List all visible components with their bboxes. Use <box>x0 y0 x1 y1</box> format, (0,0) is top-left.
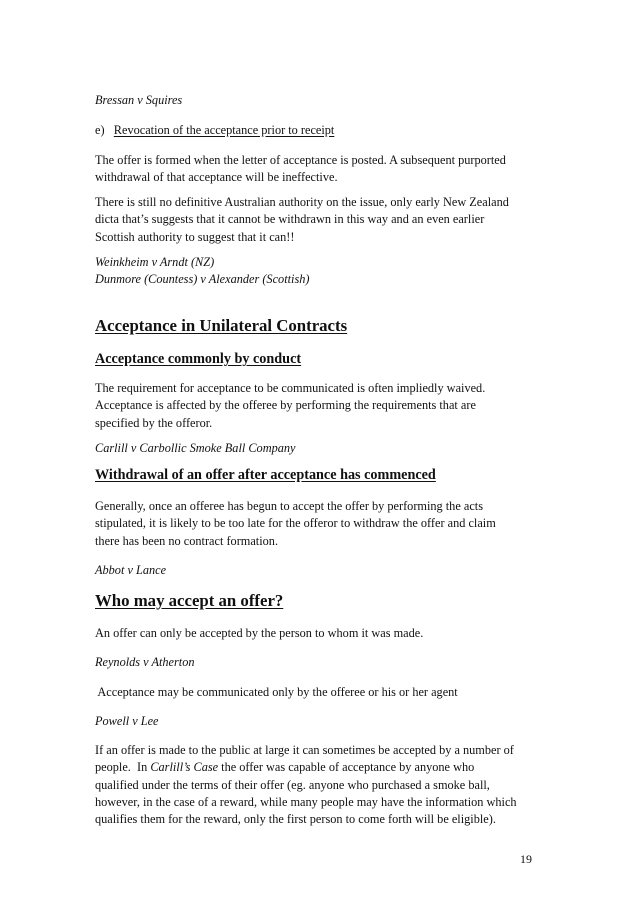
case-citation <box>95 92 545 109</box>
text-run: people. In <box>95 760 151 775</box>
heading-unilateral: Acceptance in Unilateral Contracts <box>95 316 348 335</box>
case-citation <box>95 654 545 671</box>
paragraph-withdrawal <box>95 498 545 550</box>
case-bressan: Bressan v Squires <box>95 93 183 107</box>
paragraph-who <box>95 625 545 642</box>
heading-conduct: Acceptance commonly by conduct <box>95 351 302 367</box>
text-line <box>95 759 545 776</box>
case-carlill: Carlill v Carbollic Smoke Ball Company <box>95 441 296 455</box>
text-line: Acceptance may be communicated only by the offeree or his or her agent <box>95 685 458 699</box>
paragraph-agent <box>95 684 545 701</box>
text-line: stipulated, it is likely to be too late for the offeror to withdraw the offer and claim <box>95 516 496 531</box>
item-heading: Revocation of the acceptance prior to receipt <box>113 123 335 137</box>
text-line: Scottish authority to suggest that it can!! <box>95 229 295 244</box>
page-number: 19 <box>520 852 532 866</box>
case-reynolds: Reynolds v Atherton <box>95 655 195 669</box>
case-powell: Powell v Lee <box>95 714 159 728</box>
text-line: qualifies them for the reward, only the first person to come forth will be eligible). <box>95 812 496 827</box>
text-line: An offer can only be accepted by the person to whom it was made. <box>95 626 424 640</box>
subsection-heading <box>95 466 545 484</box>
paragraph-public <box>95 742 545 828</box>
heading-who: Who may accept an offer? <box>95 591 284 610</box>
text-run: the offer was capable of acceptance by anyone who <box>218 760 475 775</box>
paragraph-authority <box>95 194 545 246</box>
text-line: The requirement for acceptance to be communicated is often impliedly waived. <box>95 381 486 395</box>
case-citation <box>95 562 545 579</box>
case-abbot: Abbot v Lance <box>95 563 167 577</box>
text-line: If an offer is made to the public at large it can sometimes be accepted by a number of <box>95 743 514 757</box>
text-line: There is still no definitive Australian authority on the issue, only early New Zealand <box>95 195 509 209</box>
text-line: Acceptance is affected by the offeree by performing the requirements that are <box>95 398 476 413</box>
text-line: Generally, once an offeree has begun to accept the offer by performing the acts <box>95 499 483 513</box>
case-citations <box>95 254 545 289</box>
text-line: withdrawal of that acceptance will be ineffective. <box>95 170 338 185</box>
text-line: however, in the case of a reward, while many people may have the information which <box>95 794 517 809</box>
case-citation <box>95 713 545 730</box>
text-line: dicta that’s suggests that it cannot be withdrawn in this way and an even earlier <box>95 212 485 227</box>
text-line: The offer is formed when the letter of acceptance is posted. A subsequent purported <box>95 153 506 167</box>
text-line: qualified under the terms of their offer (eg. anyone who purchased a smoke ball, <box>95 777 490 792</box>
case-weinkheim: Weinkheim v Arndt (NZ) <box>95 255 215 269</box>
section-heading <box>95 591 545 611</box>
case-reference: Carlill’s Case <box>150 760 219 775</box>
text-line: there has been no contract formation. <box>95 533 279 548</box>
subsection-heading <box>95 350 545 368</box>
text-line: specified by the offeror. <box>95 415 213 430</box>
paragraph-formed <box>95 152 545 187</box>
section-heading <box>95 316 545 336</box>
subheading-e <box>95 122 545 139</box>
item-marker: e) <box>95 123 105 137</box>
case-dunmore: Dunmore (Countess) v Alexander (Scottish) <box>95 272 310 287</box>
paragraph-conduct <box>95 380 545 432</box>
heading-withdrawal: Withdrawal of an offer after acceptance has commenced <box>95 467 436 483</box>
case-citation <box>95 440 545 457</box>
